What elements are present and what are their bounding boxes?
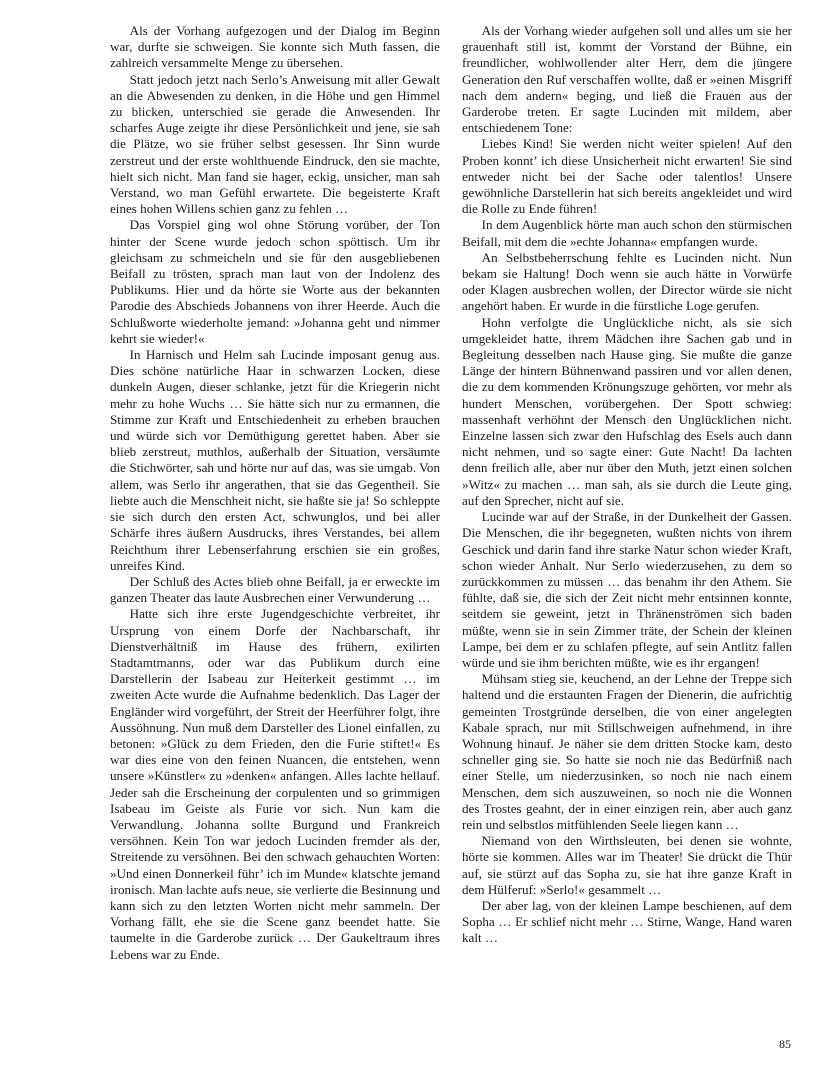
paragraph: Hatte sich ihre erste Jugendgeschichte verbreitet, ihr Ursprung von einem Dorfe der Nachbarschaft, ihr Dienstverhältniß im Hause des frühern, exilirten Stadtamtmanns, oder war das Publikum durch eine Darstellerin der Isabeau zur Heiterkeit gestimmt … im zweiten Acte wurde die Aufnahme bedenklich. Das Lager der Engländer wird vorgeführt, der Streit der Heerführer folgt, ihre Aussöhnung. Nun muß dem Darsteller des Lionel einfallen, zu betonen: »Glück zu dem Frieden, den die Furie stiftet!« Es war dies eine von den feinen Nuancen, die entstehen, wenn unsere »Künstler« zu »denken« anfangen. Alles lachte hellauf. Jeder sah die Erscheinung der corpulenten und so grimmigen Isabeau im Geiste als Furie vor sich. Nun kam die Verwandlung. Johanna sollte Burgund und Frankreich versöhnen. Kein Ton war jedoch Lucinden fremder als der, Streitende zu versöhnen. Bei den schwach gehauchten Worten: »Und einen Donnerkeil führ’ ich im Munde« klatschte jemand ironisch. Man lachte aufs neue, sie verlierte die Besinnung und kann sich zu den letzten Worten nicht mehr sammeln. Der Vorhang fällt, ehe sie die Scene ganz beendet hatte. Sie taumelte in die Garderobe zurück … Der Gaukeltraum ihres Lebens war zu Ende. [110,606,440,962]
right-column [462,23,792,947]
paragraph: Niemand von den Wirthsleuten, bei denen sie wohnte, hörte sie kommen. Alles war im Theater! Sie drückt die Thür auf, sie stürzt auf das Sopha zu, sie hat ihre ganze Kraft in dem Hülferuf: »Serlo!« gesammelt … [462,833,792,897]
paragraph: An Selbstbeherrschung fehlte es Lucinden nicht. Nun bekam sie Haltung! Doch wenn sie auch hätte in Vorwürfe oder Klagen ausbrechen wollen, der Director würde sie nicht angehört haben. Er wurde in die fürstliche Loge gerufen. [462,249,792,314]
paragraph: In dem Augenblick hörte man auch schon den stürmischen Beifall, mit dem die »echte Johanna« empfangen wurde. [462,217,792,249]
page-number: 85 [779,1037,791,1051]
left-column [110,23,440,963]
paragraph: Hohn verfolgte die Unglückliche nicht, als sie sich umgekleidet hatte, ihrem Mädchen ihre Sachen gab und in Begleitung desselben nach Hause ging. Sie mußte die ganze Länge der hintern Bühnenwand passiren und vor allen denen, die zu dem kommenden Krönungszuge gehörten, vor mehr als hundert Menschen, vorübergehen. Der Spott schwieg: massenhaft verhöhnt der Mensch den Unglücklichen nicht. Einzelne lassen sich zwar den Hufschlag des Esels auch dann nicht nehmen, und so sagte einer: Gute Nacht! Da lachten denn freilich alle, aber nur über den Muth, jetzt einen solchen »Witz« zu machen … man sah, als sie durch die Leute ging, auf den Sprecher, nicht auf sie. [462,314,792,508]
paragraph: Liebes Kind! Sie werden nicht weiter spielen! Auf den Proben konnt’ ich diese Unsicherheit nicht erwarten! Sie sind entweder nicht bei der Sache oder talentlos! Unsere gewöhnliche Darstellerin hat sich bereits angekleidet und wird die Rolle zu Ende führen! [462,136,792,217]
paragraph: Als der Vorhang wieder aufgehen soll und alles um sie her grauenhaft still ist, kommt der Vorstand der Bühne, ein freundlicher, wohlwollender alter Herr, dem die jüngere Generation den Ruf verschaffen wollte, daß er »einen Misgriff nach dem andern« beging, und ließ die Frauen aus der Garderobe treten. Er sagte Lucinden mit mildem, aber entschiedenem Tone: [462,23,792,136]
paragraph: Lucinde war auf der Straße, in der Dunkelheit der Gassen. Die Menschen, die ihr begegneten, wußten nichts von ihrem Geschick und darin fand ihre starke Natur schon wieder Kraft, schon wieder Anhalt. Nur Serlo wiederzusehen, zu dem so zurückkommen zu müssen … das benahm ihr den Athem. Sie fühlte, daß sie, die sich der Zeit nicht mehr entsinnen konnte, seitdem sie geweint, jetzt in Thränenströmen sich baden müßte, wenn sie in sein Zimmer träte, der Schein der kleinen Lampe, bei dem er zu schlafen pflegte, auf sein Antlitz fallen würde und sie ihm berichten müßte, wie es ihr ergangen! [462,509,792,670]
paragraph: Statt jedoch jetzt nach Serlo’s Anweisung mit aller Gewalt an die Abwesenden zu denken, in die Höhe und gen Himmel zu blicken, unterschied sie gerade die Anwesenden. Ihr scharfes Auge zeigte ihr diese Persönlichkeit und jene, sie sah die Plätze, wo sie früher selbst gesessen. Ihr Sinn wurde zerstreut und der erste wohlthuende Eindruck, den sie machte, hielt sich nicht. Man fand sie hager, eckig, unsicher, man sah Verstand, wo man Gefühl erwartete. Die begeisterte Kraft eines hohen Willens schien ganz zu fehlen … [110,71,440,217]
paragraph: Der Schluß des Actes blieb ohne Beifall, ja er erweckte im ganzen Theater das laute Ausbrechen einer Verwunderung … [110,573,440,606]
paragraph: Das Vorspiel ging wol ohne Störung vorüber, der Ton hinter der Scene wurde jedoch schon spöttisch. Um ihr gleichsam zu schmeicheln und sie für den ausgebliebenen Beifall zu trösten, sprach man laut von der Indolenz des Publikums. Hier und da hörte sie Worte aus der bekannten Parodie des Abschieds Johannens von ihrer Heerde. Auch die Schlußworte wiederholte jemand: »Johanna geht und nimmer kehrt sie wieder!« [110,217,440,346]
paragraph: Der aber lag, von der kleinen Lampe beschienen, auf dem Sopha … Er schlief nicht mehr … Stirne, Wange, Hand waren kalt … [462,897,792,946]
paragraph: Als der Vorhang aufgezogen und der Dialog im Beginn war, durfte sie schweigen. Sie konnte sich Muth fassen, die zahlreich versammelte Menge zu übersehen. [110,23,440,71]
paragraph: Mühsam stieg sie, keuchend, an der Lehne der Treppe sich haltend und die erstaunten Fragen der Dienerin, die aufrichtig gemeinten Trostgründe derselben, die von einer angelegten Kabale sprach, nur mit Stillschweigen aufnehmend, in ihre Wohnung hinauf. Je näher sie dem dritten Stocke kam, desto schneller ging sie. So hatte sie noch nie das Bedürfniß nach einer Stelle, um niederzusinken, so noch nie nach einem Menschen, dem sich auszuweinen, so noch nie die Wonnen des Trostes geahnt, der in einer einzigen rein, aber auch ganz rein und selbstlos mitfühlenden Seele liegen kann … [462,671,792,832]
paragraph: In Harnisch und Helm sah Lucinde imposant genug aus. Dies schöne natürliche Haar in schwarzen Locken, diese dunkeln Augen, dieser schlanke, jetzt für die Kriegerin nicht mehr zu hohe Wuchs … Sie hätte sich nur zu ermannen, die Stimme zur Kraft und Entschiedenheit zu erheben brauchen und würde sich vor Demüthigung gerettet haben. Aber sie blieb zerstreut, muthlos, außerhalb der Situation, versäumte die Stichwörter, sah und hörte nur auf das, was sie umgab. Von allem, was Serlo ihr angerathen, that sie das Gegentheil. Sie liebte auch die Menschheit nicht, sie haßte sie ja! So schleppte sie sich durch den ersten Act, schwunglos, und bei aller Schärfe ihres äußern Ausdrucks, ihres Verstandes, bei allem Reichthum ihrer Lebenserfahrung erschien sie ein großes, unreifes Kind. [110,347,440,573]
